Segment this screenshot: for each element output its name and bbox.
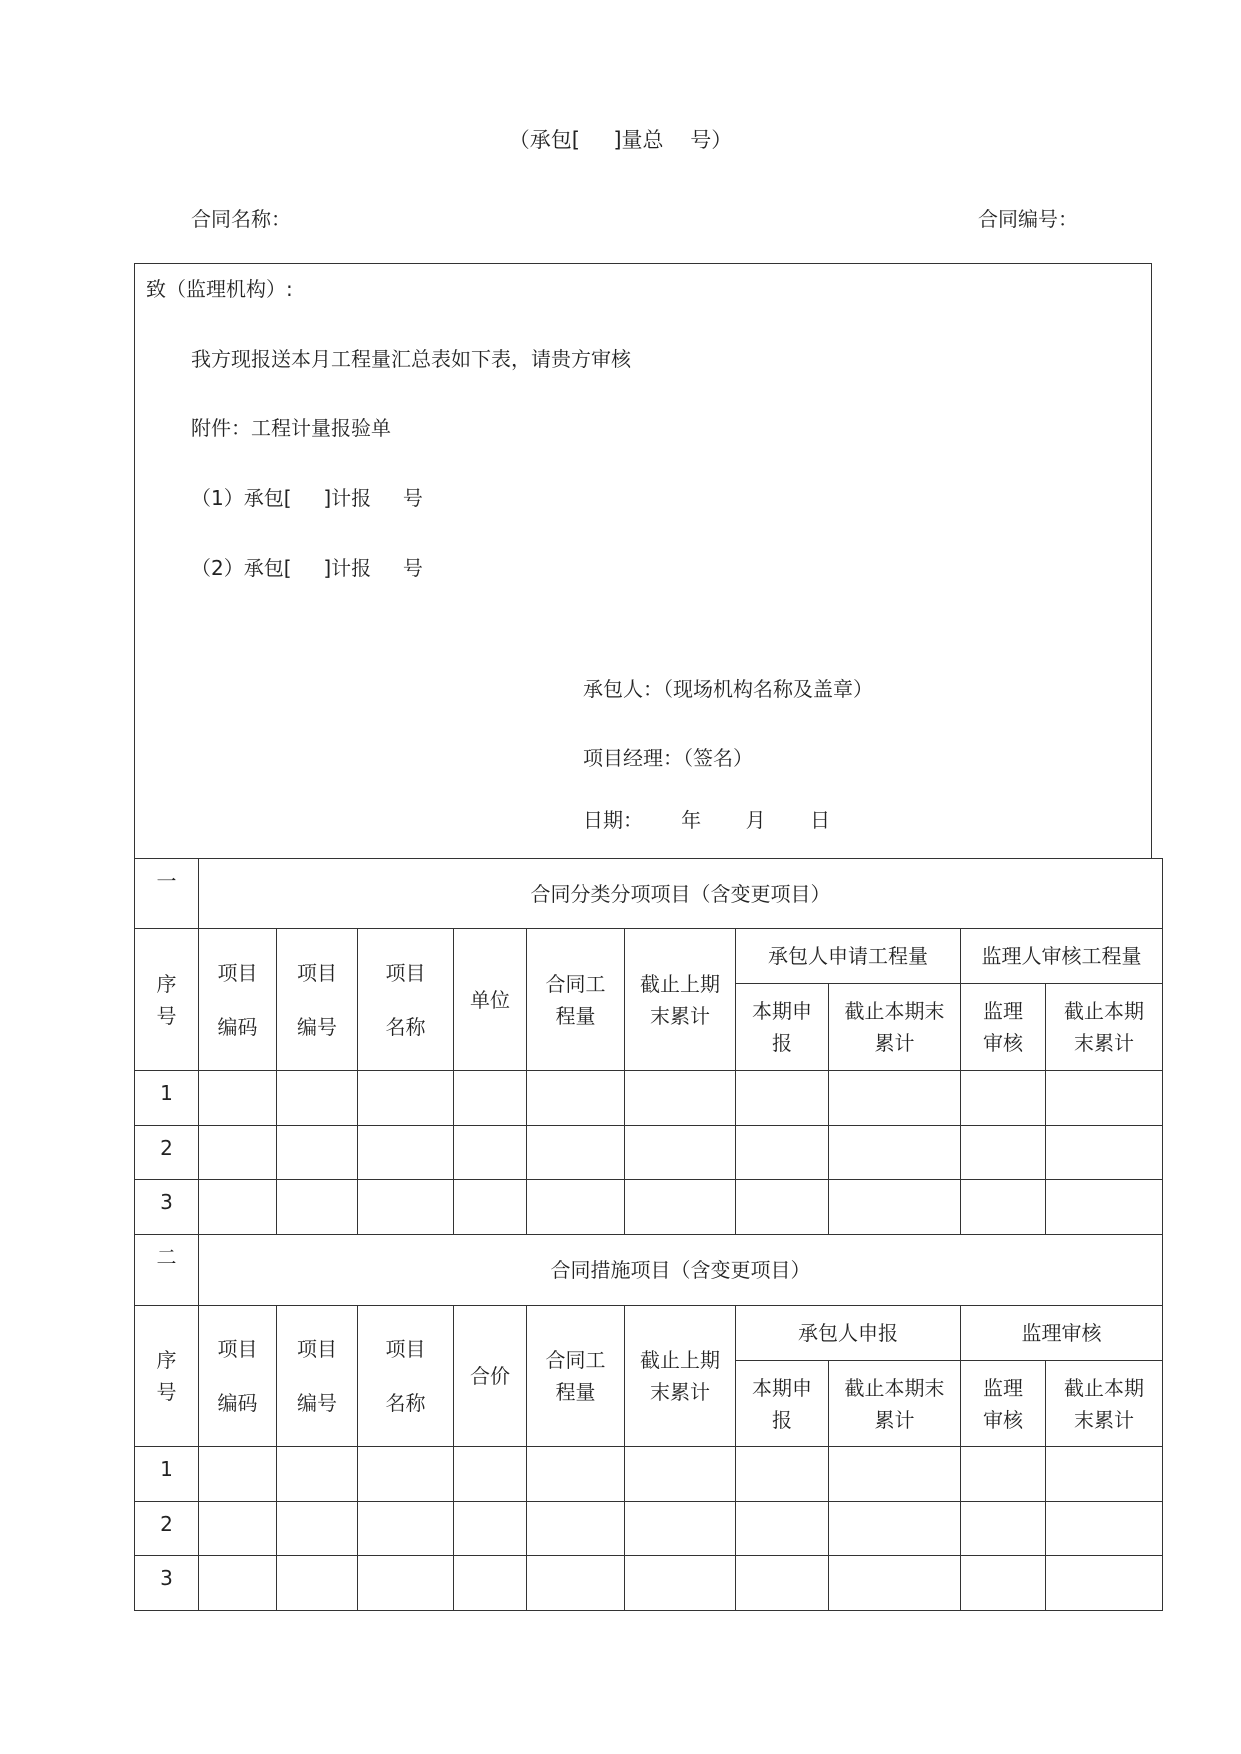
header-contractor-group: 承包人申报 bbox=[736, 1306, 961, 1361]
attachment-item-2: （2）承包[ ]计报 号 bbox=[191, 556, 423, 580]
table-cell[interactable] bbox=[358, 1556, 454, 1611]
table-cell[interactable] bbox=[829, 1447, 961, 1502]
table-cell[interactable] bbox=[199, 1071, 277, 1126]
table-cell[interactable] bbox=[625, 1502, 736, 1556]
table-cell[interactable] bbox=[961, 1126, 1046, 1180]
section1-table bbox=[134, 858, 1163, 1235]
header-item-name: 项目 名称 bbox=[358, 1306, 454, 1447]
table-row bbox=[135, 1126, 1163, 1180]
table-cell[interactable] bbox=[1046, 1556, 1163, 1611]
header-this-period: 本期申 报 bbox=[736, 984, 829, 1071]
table-cell[interactable] bbox=[961, 1502, 1046, 1556]
contractor-signature-label: 承包人：（现场机构名称及盖章） bbox=[583, 677, 873, 701]
contract-name-label: 合同名称： bbox=[191, 207, 291, 231]
table-cell[interactable] bbox=[358, 1126, 454, 1180]
table-cell[interactable] bbox=[829, 1180, 961, 1235]
header-total-price: 合价 bbox=[454, 1306, 527, 1447]
table-cell[interactable] bbox=[1046, 1502, 1163, 1556]
table-row bbox=[135, 1071, 1163, 1126]
addressee: 致（监理机构）: bbox=[146, 277, 293, 301]
attachment-item-1: （1）承包[ ]计报 号 bbox=[191, 486, 423, 510]
table-cell[interactable] bbox=[454, 1556, 527, 1611]
row-seq: 3 bbox=[135, 1180, 199, 1235]
header-contract-qty: 合同工 程量 bbox=[527, 929, 625, 1071]
table-cell[interactable] bbox=[625, 1447, 736, 1502]
table-cell[interactable] bbox=[961, 1180, 1046, 1235]
header-supervisor-cumulative: 截止本期 末累计 bbox=[1046, 1361, 1163, 1447]
table-cell[interactable] bbox=[199, 1556, 277, 1611]
row-seq: 1 bbox=[135, 1071, 199, 1126]
table-cell[interactable] bbox=[625, 1556, 736, 1611]
row-seq: 2 bbox=[135, 1126, 199, 1180]
table-cell[interactable] bbox=[736, 1447, 829, 1502]
table-cell[interactable] bbox=[454, 1502, 527, 1556]
table-cell[interactable] bbox=[736, 1556, 829, 1611]
table-cell[interactable] bbox=[527, 1180, 625, 1235]
table-cell[interactable] bbox=[1046, 1180, 1163, 1235]
header-supervisor-group: 监理人审核工程量 bbox=[961, 929, 1163, 984]
header-this-period: 本期申 报 bbox=[736, 1361, 829, 1447]
section2-index: 二 bbox=[135, 1235, 199, 1306]
table-cell[interactable] bbox=[199, 1180, 277, 1235]
table-row bbox=[135, 1556, 1163, 1611]
table-cell[interactable] bbox=[454, 1447, 527, 1502]
table-cell[interactable] bbox=[829, 1071, 961, 1126]
table-cell[interactable] bbox=[277, 1180, 358, 1235]
row-seq: 1 bbox=[135, 1447, 199, 1502]
table-cell[interactable] bbox=[961, 1556, 1046, 1611]
section2-table bbox=[134, 1234, 1163, 1611]
table-row bbox=[135, 1447, 1163, 1502]
table-cell[interactable] bbox=[199, 1447, 277, 1502]
table-cell[interactable] bbox=[625, 1071, 736, 1126]
header-item-no: 项目 编号 bbox=[277, 1306, 358, 1447]
attachment-label: 附件：工程计量报验单 bbox=[191, 416, 391, 440]
table-cell[interactable] bbox=[736, 1502, 829, 1556]
header-item-name: 项目 名称 bbox=[358, 929, 454, 1071]
header-unit: 单位 bbox=[454, 929, 527, 1071]
header-item-code: 项目 编码 bbox=[199, 929, 277, 1071]
table-cell[interactable] bbox=[1046, 1071, 1163, 1126]
header-prior-cumulative: 截止上期 末累计 bbox=[625, 1306, 736, 1447]
table-cell[interactable] bbox=[277, 1447, 358, 1502]
header-contract-qty: 合同工 程量 bbox=[527, 1306, 625, 1447]
header-cumulative-this: 截止本期末 累计 bbox=[829, 1361, 961, 1447]
table-cell[interactable] bbox=[358, 1180, 454, 1235]
table-cell[interactable] bbox=[1046, 1447, 1163, 1502]
table-cell[interactable] bbox=[358, 1071, 454, 1126]
project-manager-label: 项目经理：（签名） bbox=[583, 746, 753, 770]
row-seq: 3 bbox=[135, 1556, 199, 1611]
table-cell[interactable] bbox=[454, 1126, 527, 1180]
table-cell[interactable] bbox=[277, 1502, 358, 1556]
section1-title: 合同分类分项项目（含变更项目） bbox=[199, 859, 1163, 929]
table-cell[interactable] bbox=[736, 1180, 829, 1235]
header-cumulative-this: 截止本期末 累计 bbox=[829, 984, 961, 1071]
table-cell[interactable] bbox=[454, 1180, 527, 1235]
section2-title: 合同措施项目（含变更项目） bbox=[199, 1235, 1163, 1306]
table-cell[interactable] bbox=[829, 1556, 961, 1611]
table-cell[interactable] bbox=[358, 1502, 454, 1556]
table-cell[interactable] bbox=[358, 1447, 454, 1502]
date-label: 日期： 年 月 日 bbox=[583, 808, 831, 832]
table-row bbox=[135, 1502, 1163, 1556]
table-cell[interactable] bbox=[199, 1502, 277, 1556]
table-cell[interactable] bbox=[527, 1126, 625, 1180]
header-supervisor-group: 监理审核 bbox=[961, 1306, 1163, 1361]
header-supervisor-review: 监理 审核 bbox=[961, 1361, 1046, 1447]
table-cell[interactable] bbox=[829, 1502, 961, 1556]
table-cell[interactable] bbox=[527, 1447, 625, 1502]
header-item-code: 项目 编码 bbox=[199, 1306, 277, 1447]
header-seq: 序 号 bbox=[135, 929, 199, 1071]
table-cell[interactable] bbox=[625, 1126, 736, 1180]
table-cell[interactable] bbox=[625, 1180, 736, 1235]
table-cell[interactable] bbox=[277, 1071, 358, 1126]
table-cell[interactable] bbox=[199, 1126, 277, 1180]
table-cell[interactable] bbox=[277, 1126, 358, 1180]
row-seq: 2 bbox=[135, 1502, 199, 1556]
header-seq: 序 号 bbox=[135, 1306, 199, 1447]
table-cell[interactable] bbox=[961, 1447, 1046, 1502]
header-supervisor-cumulative: 截止本期 末累计 bbox=[1046, 984, 1163, 1071]
table-cell[interactable] bbox=[527, 1071, 625, 1126]
header-prior-cumulative: 截止上期 末累计 bbox=[625, 929, 736, 1071]
table-cell[interactable] bbox=[736, 1071, 829, 1126]
table-row bbox=[135, 1180, 1163, 1235]
header-item-no: 项目 编号 bbox=[277, 929, 358, 1071]
table-cell[interactable] bbox=[961, 1071, 1046, 1126]
table-cell[interactable] bbox=[277, 1556, 358, 1611]
table-cell[interactable] bbox=[527, 1502, 625, 1556]
table-cell[interactable] bbox=[1046, 1126, 1163, 1180]
table-cell[interactable] bbox=[829, 1126, 961, 1180]
document-title: （承包[ ]量总 号） bbox=[508, 128, 733, 152]
table-cell[interactable] bbox=[527, 1556, 625, 1611]
header-supervisor-review: 监理 审核 bbox=[961, 984, 1046, 1071]
letter-body: 我方现报送本月工程量汇总表如下表，请贵方审核 bbox=[191, 347, 631, 371]
table-cell[interactable] bbox=[736, 1126, 829, 1180]
table-cell[interactable] bbox=[454, 1071, 527, 1126]
section1-index: 一 bbox=[135, 859, 199, 929]
contract-no-label: 合同编号： bbox=[978, 207, 1078, 231]
header-contractor-group: 承包人申请工程量 bbox=[736, 929, 961, 984]
